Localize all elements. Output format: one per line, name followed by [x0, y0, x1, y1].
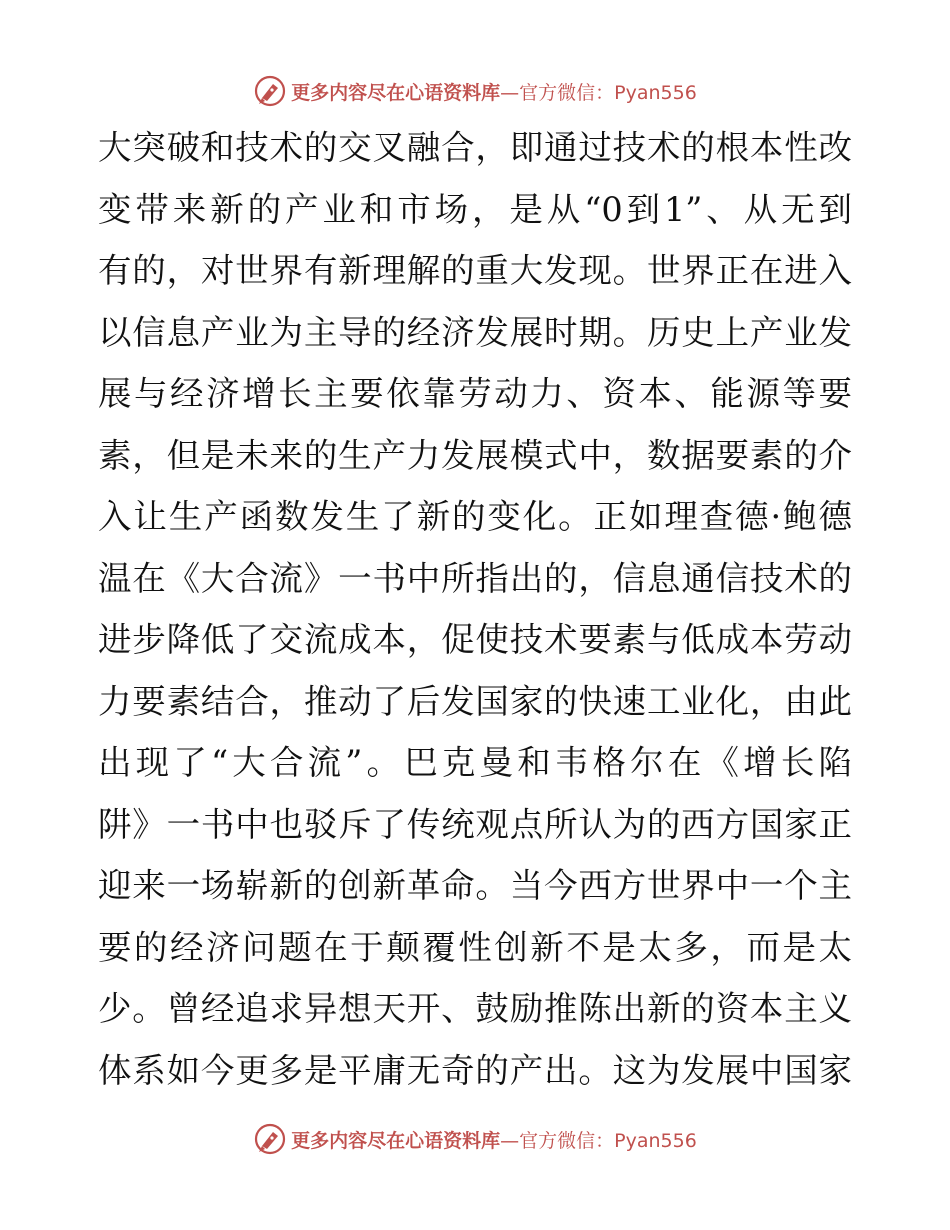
text-line: 迎来一场崭新的创新革命。当今西方世界中一个主: [98, 866, 852, 905]
text-line: 进步降低了交流成本，促使技术要素与低成本劳动: [98, 620, 852, 659]
watermark-title: 更多内容尽在心语资料库: [291, 1129, 501, 1152]
pen-nib-logo-icon: [253, 1122, 287, 1156]
text-line: 入让生产函数发生了新的变化。正如理查德·鲍德: [98, 497, 852, 536]
text-line: 温在《大合流》一书中所指出的，信息通信技术的: [98, 558, 852, 598]
watermark-contact: —官方微信：Pyan556: [500, 1129, 697, 1152]
watermark-contact: —官方微信：Pyan556: [500, 81, 697, 104]
text-line: 有的，对世界有新理解的重大发现。世界正在进入: [98, 251, 852, 290]
text-line: 展与经济增长主要依靠劳动力、资本、能源等要: [98, 374, 852, 413]
text-line: 素，但是未来的生产力发展模式中，数据要素的介: [98, 435, 852, 475]
text-line: 大突破和技术的交叉融合，即通过技术的根本性改: [98, 128, 852, 167]
text-line: 变带来新的产业和市场，是从“0到1”、从无到: [98, 189, 852, 229]
text-line: 阱》一书中也驳斥了传统观点所认为的西方国家正: [98, 804, 852, 844]
body-text: [98, 117, 852, 1101]
header-watermark: [0, 71, 950, 111]
text-line: 要的经济问题在于颠覆性创新不是太多，而是太: [98, 927, 852, 967]
text-line: 体系如今更多是平庸无奇的产出。这为发展中国家: [98, 1050, 852, 1090]
pen-nib-logo-icon: [253, 74, 287, 108]
text-line: 力要素结合，推动了后发国家的快速工业化，由此: [98, 681, 852, 721]
text-line: 少。曾经追求异想天开、鼓励推陈出新的资本主义: [98, 989, 852, 1028]
watermark-title: 更多内容尽在心语资料库: [291, 81, 501, 104]
footer-watermark: [0, 1119, 950, 1159]
text-line: 出现了“大合流”。巴克曼和韦格尔在《增长陷: [98, 743, 852, 782]
text-line: 以信息产业为主导的经济发展时期。历史上产业发: [98, 312, 852, 352]
